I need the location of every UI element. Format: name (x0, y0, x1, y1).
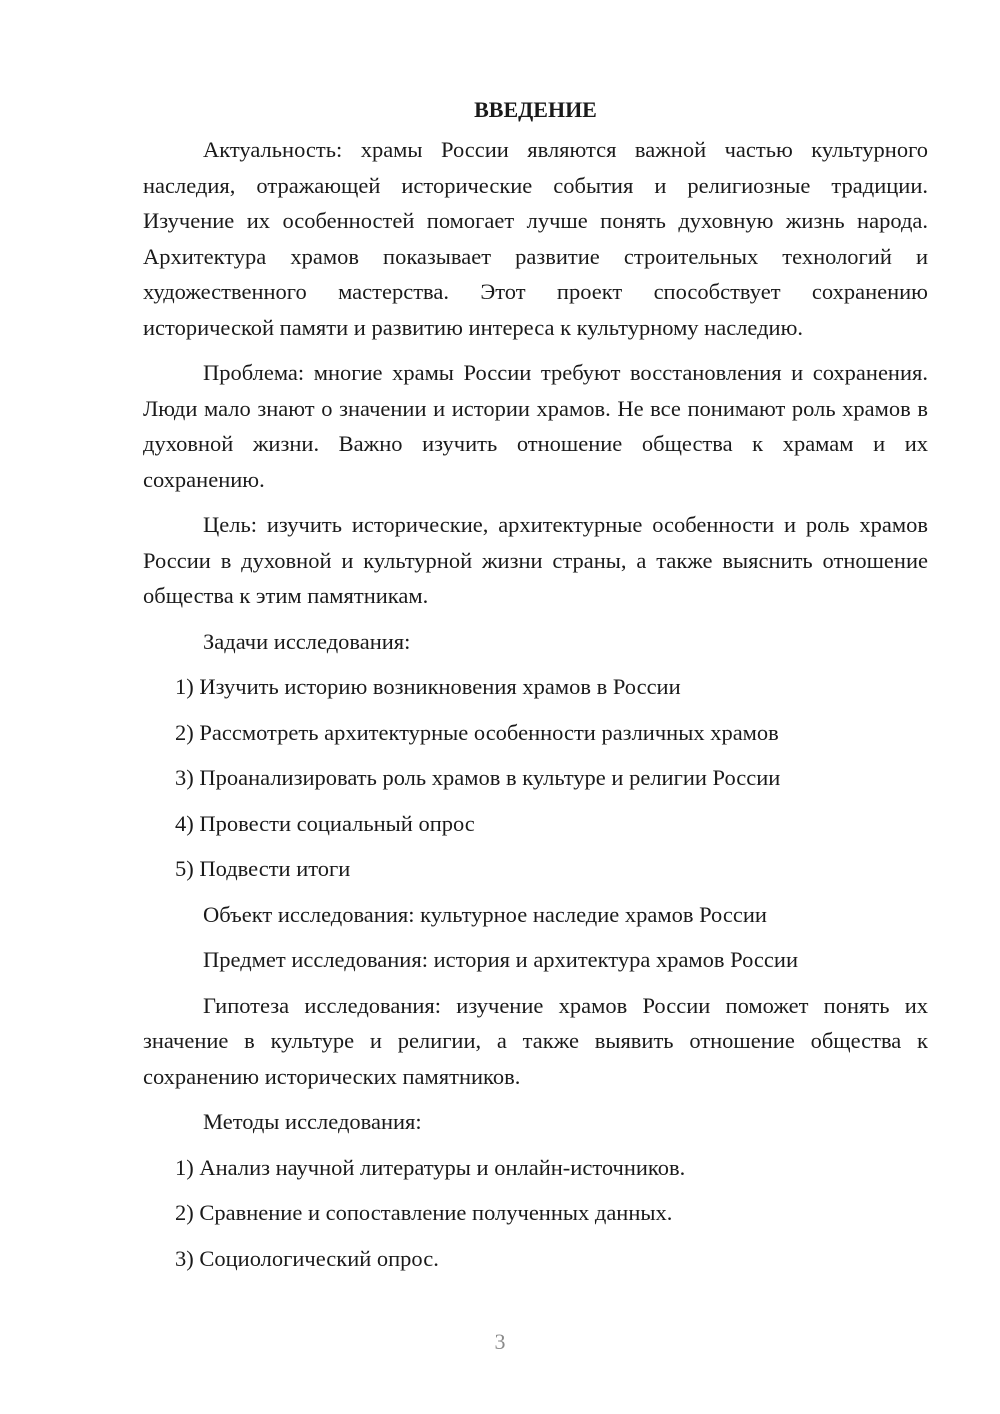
methods-heading: Методы исследования: (203, 1109, 422, 1134)
method-item: 2) Сравнение и сопоставление полученных данных. (175, 1200, 673, 1225)
goal-paragraph: Цель: изучить исторические, архитектурные особенности и роль храмов России в духовной и культурной жизни страны, а также выяснить отношение общества к этим памятникам. (143, 512, 928, 608)
tasks-heading: Задачи исследования: (203, 628, 411, 654)
hypothesis-paragraph: Гипотеза исследования: изучение храмов России поможет понять их значение в культуре и религии, а также выявить отношение общества к сохранению исторических памятников. (143, 992, 928, 1089)
task-item: 3) Проанализировать роль храмов в культуре и религии России (175, 765, 781, 790)
task-item: 5) Подвести итоги (175, 856, 351, 881)
page-number: 3 (494, 1329, 506, 1354)
method-item: 1) Анализ научной литературы и онлайн-источников. (175, 1154, 686, 1180)
page-title: ВВЕДЕНИЕ (474, 97, 597, 122)
task-item: 1) Изучить историю возникновения храмов в России (175, 674, 681, 699)
method-item: 3) Социологический опрос. (175, 1245, 439, 1271)
tasks-list (143, 669, 928, 887)
relevance-paragraph: Актуальность: храмы России являются важной частью культурного наследия, отражающей исторические события и религиозные традиции. Изучение их особенностей помогает лучше понять духовную жизнь народа. Архитектура храмов показывает развитие строительных технологий и художественного мастерства. Этот проект способствует сохранению исторической памяти и развитию интереса к культурному наследию. (143, 137, 928, 340)
research-subject: Предмет исследования: история и архитектура храмов России (203, 947, 798, 972)
document-page (143, 92, 928, 1286)
methods-list (143, 1150, 928, 1277)
task-item: 2) Рассмотреть архитектурные особенности различных храмов (175, 719, 779, 745)
problem-paragraph: Проблема: многие храмы России требуют восстановления и сохранения. Люди мало знают о значении и истории храмов. Не все понимают роль храмов в духовной жизни. Важно изучить отношение общества к храмам и их сохранению. (143, 360, 928, 492)
research-object: Объект исследования: культурное наследие храмов России (203, 901, 767, 927)
task-item: 4) Провести социальный опрос (175, 810, 475, 836)
